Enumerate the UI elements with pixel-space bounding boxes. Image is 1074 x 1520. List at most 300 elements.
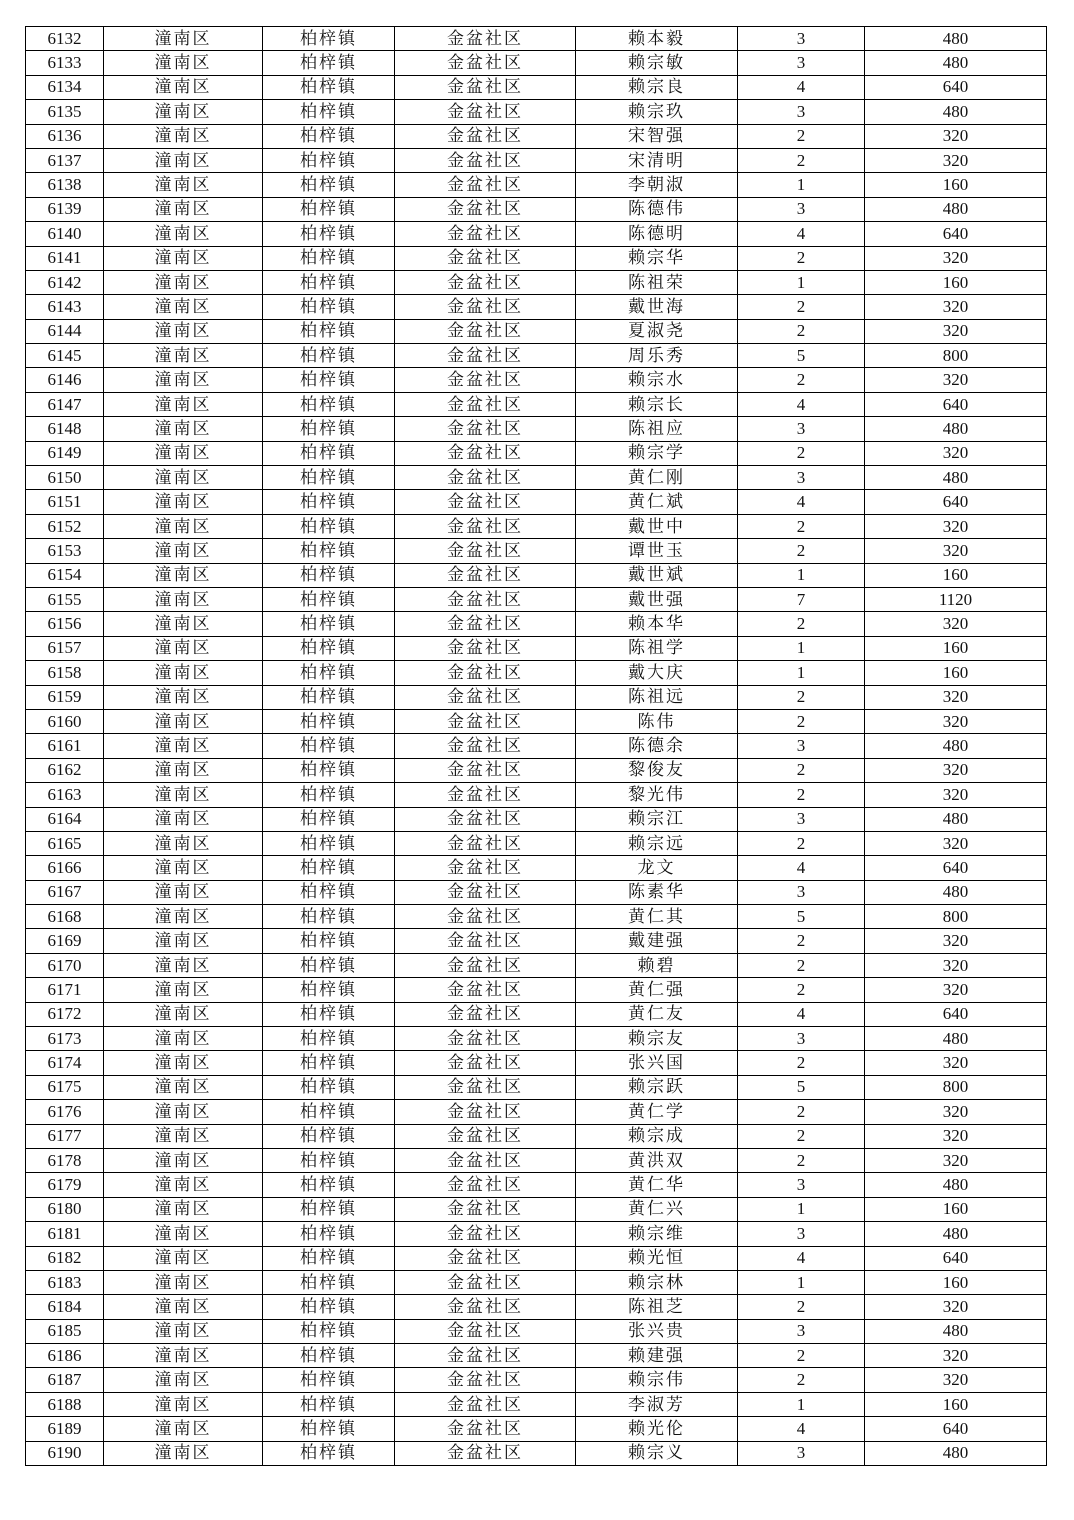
name-cell: 黄仁强: [576, 978, 738, 1002]
community-cell: 金盆社区: [395, 1148, 576, 1172]
community-cell: 金盆社区: [395, 1270, 576, 1294]
district-cell: 潼南区: [104, 807, 263, 831]
town-cell: 柏梓镇: [263, 880, 395, 904]
district-cell: 潼南区: [104, 124, 263, 148]
district-cell: 潼南区: [104, 1417, 263, 1441]
table-row: [26, 587, 1047, 611]
amount-cell: 480: [865, 51, 1047, 75]
community-cell: 金盆社区: [395, 441, 576, 465]
table-row: [26, 636, 1047, 660]
name-cell: 李朝淑: [576, 173, 738, 197]
amount-cell: 480: [865, 417, 1047, 441]
community-cell: 金盆社区: [395, 953, 576, 977]
row-number-cell: 6182: [26, 1246, 104, 1270]
household-size-cell: 5: [738, 344, 865, 368]
household-size-cell: 2: [738, 368, 865, 392]
household-size-cell: 3: [738, 466, 865, 490]
table-row: [26, 807, 1047, 831]
household-size-cell: 2: [738, 319, 865, 343]
row-number-cell: 6140: [26, 222, 104, 246]
table-row: [26, 758, 1047, 782]
table-row: [26, 539, 1047, 563]
row-number-cell: 6187: [26, 1368, 104, 1392]
district-cell: 潼南区: [104, 441, 263, 465]
town-cell: 柏梓镇: [263, 685, 395, 709]
name-cell: 赖宗维: [576, 1222, 738, 1246]
household-size-cell: 2: [738, 295, 865, 319]
name-cell: 黄仁斌: [576, 490, 738, 514]
table-row: [26, 1124, 1047, 1148]
community-cell: 金盆社区: [395, 978, 576, 1002]
amount-cell: 320: [865, 1051, 1047, 1075]
town-cell: 柏梓镇: [263, 709, 395, 733]
table-row: [26, 1100, 1047, 1124]
name-cell: 赖宗成: [576, 1124, 738, 1148]
household-size-cell: 3: [738, 1319, 865, 1343]
name-cell: 赖宗跃: [576, 1075, 738, 1099]
amount-cell: 320: [865, 1124, 1047, 1148]
household-size-cell: 1: [738, 1197, 865, 1221]
community-cell: 金盆社区: [395, 173, 576, 197]
town-cell: 柏梓镇: [263, 222, 395, 246]
town-cell: 柏梓镇: [263, 978, 395, 1002]
town-cell: 柏梓镇: [263, 51, 395, 75]
district-cell: 潼南区: [104, 1222, 263, 1246]
district-cell: 潼南区: [104, 953, 263, 977]
amount-cell: 320: [865, 1344, 1047, 1368]
amount-cell: 320: [865, 295, 1047, 319]
community-cell: 金盆社区: [395, 539, 576, 563]
name-cell: 赖宗义: [576, 1441, 738, 1465]
household-size-cell: 1: [738, 173, 865, 197]
amount-cell: 480: [865, 100, 1047, 124]
household-size-cell: 3: [738, 880, 865, 904]
household-size-cell: 1: [738, 661, 865, 685]
district-cell: 潼南区: [104, 295, 263, 319]
row-number-cell: 6144: [26, 319, 104, 343]
town-cell: 柏梓镇: [263, 587, 395, 611]
household-size-cell: 3: [738, 27, 865, 51]
district-cell: 潼南区: [104, 1197, 263, 1221]
name-cell: 赖宗江: [576, 807, 738, 831]
household-subsidy-table: [25, 26, 1047, 1466]
town-cell: 柏梓镇: [263, 1002, 395, 1026]
amount-cell: 320: [865, 1368, 1047, 1392]
table-row: [26, 905, 1047, 929]
household-size-cell: 2: [738, 1124, 865, 1148]
table-row: [26, 709, 1047, 733]
row-number-cell: 6170: [26, 953, 104, 977]
amount-cell: 640: [865, 75, 1047, 99]
household-size-cell: 2: [738, 758, 865, 782]
community-cell: 金盆社区: [395, 368, 576, 392]
name-cell: 赖宗友: [576, 1027, 738, 1051]
name-cell: 戴大庆: [576, 661, 738, 685]
table-row: [26, 953, 1047, 977]
town-cell: 柏梓镇: [263, 148, 395, 172]
community-cell: 金盆社区: [395, 1392, 576, 1416]
row-number-cell: 6167: [26, 880, 104, 904]
row-number-cell: 6155: [26, 587, 104, 611]
household-size-cell: 4: [738, 222, 865, 246]
household-size-cell: 2: [738, 978, 865, 1002]
town-cell: 柏梓镇: [263, 1295, 395, 1319]
table-row: [26, 1002, 1047, 1026]
household-size-cell: 3: [738, 1441, 865, 1465]
community-cell: 金盆社区: [395, 1002, 576, 1026]
table-row: [26, 685, 1047, 709]
row-number-cell: 6165: [26, 831, 104, 855]
name-cell: 陈祖远: [576, 685, 738, 709]
table-row: [26, 1173, 1047, 1197]
town-cell: 柏梓镇: [263, 124, 395, 148]
household-size-cell: 5: [738, 1075, 865, 1099]
community-cell: 金盆社区: [395, 1417, 576, 1441]
town-cell: 柏梓镇: [263, 734, 395, 758]
amount-cell: 480: [865, 807, 1047, 831]
community-cell: 金盆社区: [395, 661, 576, 685]
household-size-cell: 3: [738, 807, 865, 831]
district-cell: 潼南区: [104, 1319, 263, 1343]
row-number-cell: 6169: [26, 929, 104, 953]
community-cell: 金盆社区: [395, 1173, 576, 1197]
household-size-cell: 4: [738, 490, 865, 514]
row-number-cell: 6149: [26, 441, 104, 465]
row-number-cell: 6145: [26, 344, 104, 368]
community-cell: 金盆社区: [395, 1368, 576, 1392]
table-row: [26, 466, 1047, 490]
district-cell: 潼南区: [104, 734, 263, 758]
household-size-cell: 2: [738, 1295, 865, 1319]
name-cell: 赖宗学: [576, 441, 738, 465]
name-cell: 龙文: [576, 856, 738, 880]
amount-cell: 320: [865, 441, 1047, 465]
row-number-cell: 6151: [26, 490, 104, 514]
town-cell: 柏梓镇: [263, 1368, 395, 1392]
district-cell: 潼南区: [104, 148, 263, 172]
household-size-cell: 2: [738, 441, 865, 465]
table-row: [26, 392, 1047, 416]
name-cell: 赖本毅: [576, 27, 738, 51]
table-row: [26, 344, 1047, 368]
table-row: [26, 75, 1047, 99]
name-cell: 黎光伟: [576, 783, 738, 807]
row-number-cell: 6154: [26, 563, 104, 587]
community-cell: 金盆社区: [395, 124, 576, 148]
district-cell: 潼南区: [104, 612, 263, 636]
district-cell: 潼南区: [104, 929, 263, 953]
table-row: [26, 612, 1047, 636]
household-size-cell: 3: [738, 1027, 865, 1051]
town-cell: 柏梓镇: [263, 1173, 395, 1197]
household-size-cell: 1: [738, 563, 865, 587]
household-size-cell: 2: [738, 1344, 865, 1368]
district-cell: 潼南区: [104, 1173, 263, 1197]
household-size-cell: 2: [738, 953, 865, 977]
table-row: [26, 734, 1047, 758]
household-size-cell: 2: [738, 124, 865, 148]
row-number-cell: 6148: [26, 417, 104, 441]
table-row: [26, 1368, 1047, 1392]
table-row: [26, 1222, 1047, 1246]
table-row: [26, 1027, 1047, 1051]
household-size-cell: 2: [738, 929, 865, 953]
community-cell: 金盆社区: [395, 831, 576, 855]
row-number-cell: 6172: [26, 1002, 104, 1026]
district-cell: 潼南区: [104, 222, 263, 246]
amount-cell: 160: [865, 173, 1047, 197]
row-number-cell: 6162: [26, 758, 104, 782]
name-cell: 谭世玉: [576, 539, 738, 563]
table-row: [26, 197, 1047, 221]
amount-cell: 320: [865, 953, 1047, 977]
district-cell: 潼南区: [104, 1002, 263, 1026]
row-number-cell: 6175: [26, 1075, 104, 1099]
town-cell: 柏梓镇: [263, 929, 395, 953]
town-cell: 柏梓镇: [263, 1392, 395, 1416]
amount-cell: 320: [865, 1295, 1047, 1319]
town-cell: 柏梓镇: [263, 1319, 395, 1343]
table-row: [26, 173, 1047, 197]
amount-cell: 480: [865, 27, 1047, 51]
amount-cell: 320: [865, 368, 1047, 392]
town-cell: 柏梓镇: [263, 466, 395, 490]
name-cell: 赖宗敏: [576, 51, 738, 75]
town-cell: 柏梓镇: [263, 831, 395, 855]
row-number-cell: 6135: [26, 100, 104, 124]
household-size-cell: 2: [738, 1051, 865, 1075]
district-cell: 潼南区: [104, 1270, 263, 1294]
row-number-cell: 6141: [26, 246, 104, 270]
table-row: [26, 1148, 1047, 1172]
district-cell: 潼南区: [104, 685, 263, 709]
table-row: [26, 490, 1047, 514]
row-number-cell: 6184: [26, 1295, 104, 1319]
community-cell: 金盆社区: [395, 587, 576, 611]
amount-cell: 480: [865, 1222, 1047, 1246]
town-cell: 柏梓镇: [263, 319, 395, 343]
community-cell: 金盆社区: [395, 636, 576, 660]
district-cell: 潼南区: [104, 319, 263, 343]
household-size-cell: 3: [738, 1222, 865, 1246]
name-cell: 张兴贵: [576, 1319, 738, 1343]
name-cell: 戴世强: [576, 587, 738, 611]
table-row: [26, 1295, 1047, 1319]
household-size-cell: 7: [738, 587, 865, 611]
household-size-cell: 4: [738, 1002, 865, 1026]
row-number-cell: 6189: [26, 1417, 104, 1441]
amount-cell: 320: [865, 709, 1047, 733]
district-cell: 潼南区: [104, 1441, 263, 1465]
row-number-cell: 6173: [26, 1027, 104, 1051]
amount-cell: 320: [865, 246, 1047, 270]
town-cell: 柏梓镇: [263, 490, 395, 514]
amount-cell: 480: [865, 1027, 1047, 1051]
district-cell: 潼南区: [104, 344, 263, 368]
table-row: [26, 417, 1047, 441]
community-cell: 金盆社区: [395, 1051, 576, 1075]
community-cell: 金盆社区: [395, 709, 576, 733]
row-number-cell: 6153: [26, 539, 104, 563]
town-cell: 柏梓镇: [263, 100, 395, 124]
row-number-cell: 6156: [26, 612, 104, 636]
district-cell: 潼南区: [104, 783, 263, 807]
table-row: [26, 27, 1047, 51]
name-cell: 黄仁华: [576, 1173, 738, 1197]
household-size-cell: 2: [738, 148, 865, 172]
name-cell: 黎俊友: [576, 758, 738, 782]
district-cell: 潼南区: [104, 173, 263, 197]
town-cell: 柏梓镇: [263, 1222, 395, 1246]
town-cell: 柏梓镇: [263, 1246, 395, 1270]
name-cell: 黄仁其: [576, 905, 738, 929]
district-cell: 潼南区: [104, 1148, 263, 1172]
row-number-cell: 6159: [26, 685, 104, 709]
table-row: [26, 1417, 1047, 1441]
household-size-cell: 2: [738, 831, 865, 855]
household-size-cell: 3: [738, 197, 865, 221]
town-cell: 柏梓镇: [263, 856, 395, 880]
town-cell: 柏梓镇: [263, 1441, 395, 1465]
household-size-cell: 2: [738, 783, 865, 807]
table-row: [26, 1075, 1047, 1099]
household-size-cell: 3: [738, 417, 865, 441]
household-size-cell: 4: [738, 856, 865, 880]
district-cell: 潼南区: [104, 539, 263, 563]
town-cell: 柏梓镇: [263, 75, 395, 99]
table-row: [26, 270, 1047, 294]
community-cell: 金盆社区: [395, 783, 576, 807]
district-cell: 潼南区: [104, 417, 263, 441]
name-cell: 陈德伟: [576, 197, 738, 221]
name-cell: 陈祖荣: [576, 270, 738, 294]
amount-cell: 320: [865, 758, 1047, 782]
town-cell: 柏梓镇: [263, 1344, 395, 1368]
row-number-cell: 6180: [26, 1197, 104, 1221]
community-cell: 金盆社区: [395, 514, 576, 538]
row-number-cell: 6138: [26, 173, 104, 197]
town-cell: 柏梓镇: [263, 246, 395, 270]
community-cell: 金盆社区: [395, 563, 576, 587]
name-cell: 戴世海: [576, 295, 738, 319]
row-number-cell: 6134: [26, 75, 104, 99]
district-cell: 潼南区: [104, 368, 263, 392]
name-cell: 黄仁学: [576, 1100, 738, 1124]
table-row: [26, 880, 1047, 904]
name-cell: 陈德余: [576, 734, 738, 758]
row-number-cell: 6136: [26, 124, 104, 148]
community-cell: 金盆社区: [395, 392, 576, 416]
row-number-cell: 6150: [26, 466, 104, 490]
community-cell: 金盆社区: [395, 1075, 576, 1099]
name-cell: 戴建强: [576, 929, 738, 953]
table-row: [26, 978, 1047, 1002]
table-row: [26, 1197, 1047, 1221]
row-number-cell: 6137: [26, 148, 104, 172]
table-row: [26, 319, 1047, 343]
table-row: [26, 100, 1047, 124]
name-cell: 黄仁友: [576, 1002, 738, 1026]
community-cell: 金盆社区: [395, 1295, 576, 1319]
name-cell: 赖宗伟: [576, 1368, 738, 1392]
row-number-cell: 6186: [26, 1344, 104, 1368]
table-row: [26, 51, 1047, 75]
community-cell: 金盆社区: [395, 197, 576, 221]
town-cell: 柏梓镇: [263, 1197, 395, 1221]
name-cell: 赖宗玖: [576, 100, 738, 124]
table-row: [26, 441, 1047, 465]
name-cell: 戴世斌: [576, 563, 738, 587]
community-cell: 金盆社区: [395, 1246, 576, 1270]
name-cell: 张兴国: [576, 1051, 738, 1075]
community-cell: 金盆社区: [395, 246, 576, 270]
district-cell: 潼南区: [104, 392, 263, 416]
household-size-cell: 5: [738, 905, 865, 929]
amount-cell: 800: [865, 344, 1047, 368]
name-cell: 赖建强: [576, 1344, 738, 1368]
district-cell: 潼南区: [104, 1295, 263, 1319]
town-cell: 柏梓镇: [263, 368, 395, 392]
district-cell: 潼南区: [104, 1075, 263, 1099]
community-cell: 金盆社区: [395, 270, 576, 294]
amount-cell: 800: [865, 1075, 1047, 1099]
name-cell: 陈伟: [576, 709, 738, 733]
table-row: [26, 1441, 1047, 1465]
community-cell: 金盆社区: [395, 1441, 576, 1465]
row-number-cell: 6158: [26, 661, 104, 685]
row-number-cell: 6166: [26, 856, 104, 880]
row-number-cell: 6174: [26, 1051, 104, 1075]
row-number-cell: 6188: [26, 1392, 104, 1416]
name-cell: 赖宗林: [576, 1270, 738, 1294]
town-cell: 柏梓镇: [263, 1051, 395, 1075]
household-size-cell: 3: [738, 734, 865, 758]
name-cell: 陈德明: [576, 222, 738, 246]
row-number-cell: 6157: [26, 636, 104, 660]
amount-cell: 320: [865, 1100, 1047, 1124]
name-cell: 赖宗华: [576, 246, 738, 270]
household-size-cell: 1: [738, 1270, 865, 1294]
amount-cell: 480: [865, 466, 1047, 490]
town-cell: 柏梓镇: [263, 441, 395, 465]
table-row: [26, 1246, 1047, 1270]
amount-cell: 160: [865, 563, 1047, 587]
community-cell: 金盆社区: [395, 344, 576, 368]
table-row: [26, 124, 1047, 148]
household-size-cell: 2: [738, 1100, 865, 1124]
district-cell: 潼南区: [104, 563, 263, 587]
district-cell: 潼南区: [104, 490, 263, 514]
household-size-cell: 2: [738, 539, 865, 563]
table-row: [26, 563, 1047, 587]
town-cell: 柏梓镇: [263, 905, 395, 929]
community-cell: 金盆社区: [395, 1197, 576, 1221]
row-number-cell: 6133: [26, 51, 104, 75]
household-size-cell: 4: [738, 1417, 865, 1441]
row-number-cell: 6152: [26, 514, 104, 538]
table-row: [26, 1051, 1047, 1075]
district-cell: 潼南区: [104, 466, 263, 490]
table-row: [26, 222, 1047, 246]
town-cell: 柏梓镇: [263, 344, 395, 368]
household-size-cell: 1: [738, 1392, 865, 1416]
household-size-cell: 2: [738, 1368, 865, 1392]
household-size-cell: 3: [738, 1173, 865, 1197]
community-cell: 金盆社区: [395, 807, 576, 831]
name-cell: 宋清明: [576, 148, 738, 172]
table-row: [26, 1392, 1047, 1416]
town-cell: 柏梓镇: [263, 514, 395, 538]
